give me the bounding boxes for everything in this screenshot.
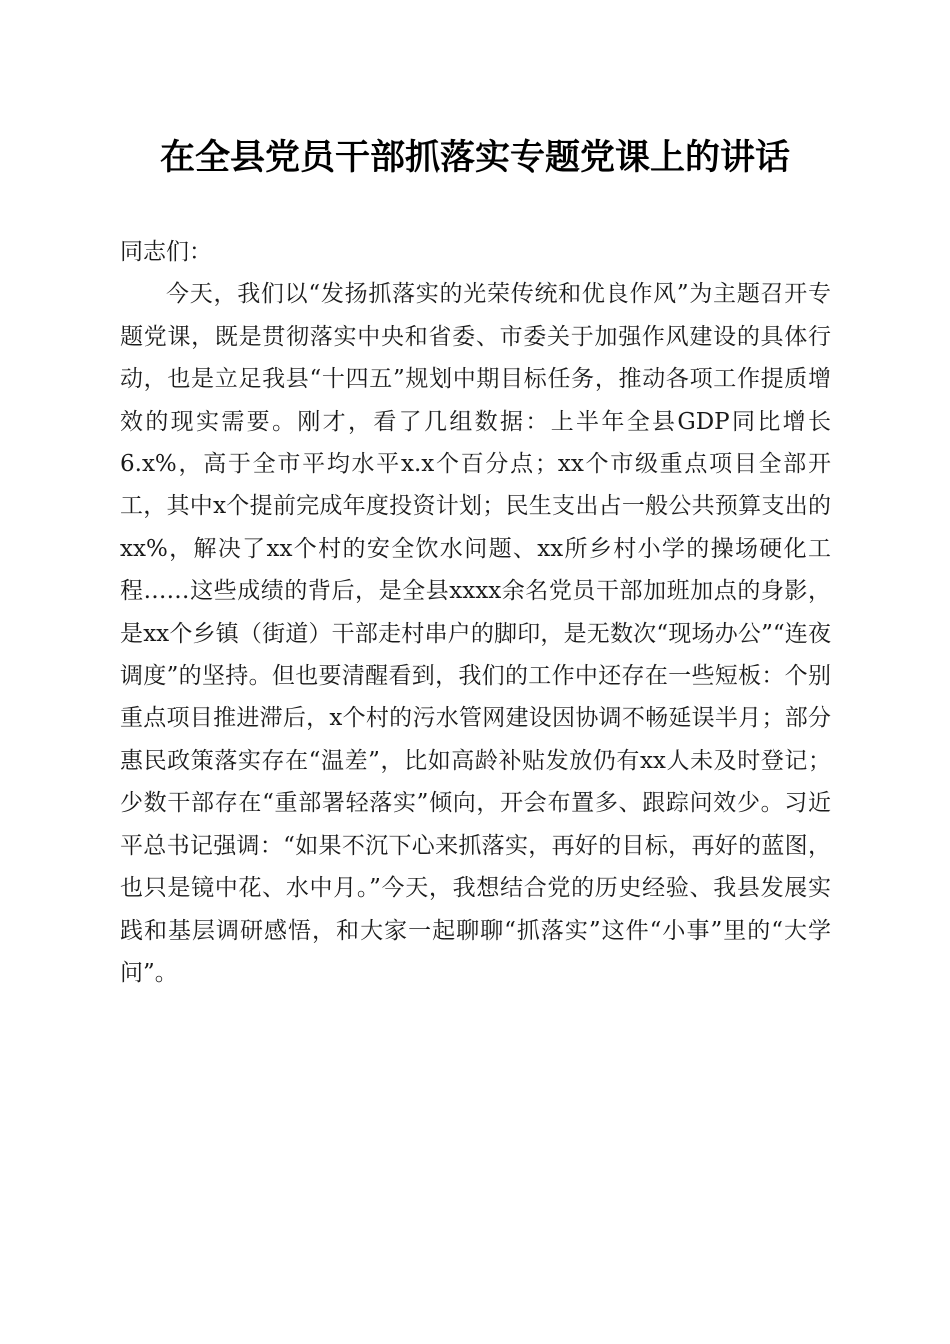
salutation: 同志们： (120, 239, 212, 265)
document-body (120, 231, 831, 994)
body-paragraph: 今天，我们以“发扬抓落实的光荣传统和优良作风”为主题召开专题党课，既是贯彻落实中央和省委、市委关于加强作风建设的具体行动，也是立足我县“十四五”规划中期目标任务，推动各项工作提质增效的现实需要。刚才，看了几组数据：上半年全县GDP同比增长6.x%，高于全市平均水平x.x个百分点；xx个市级重点项目全部开工，其中x个提前完成年度投资计划；民生支出占一般公共预算支出的xx%，解决了xx个村的安全饮水问题、xx所乡村小学的操场硬化工程……这些成绩的背后，是全县xxxx余名党员干部加班加点的身影，是xx个乡镇（街道）干部走村串户的脚印，是无数次“现场办公”“连夜调度”的坚持。但也要清醒看到，我们的工作中还存在一些短板：个别重点项目推进滞后，x个村的污水管网建设因协调不畅延误半月；部分惠民政策落实存在“温差”，比如高龄补贴发放仍有xx人未及时登记；少数干部存在“重部署轻落实”倾向，开会布置多、跟踪问效少。习近平总书记强调：“如果不沉下心来抓落实，再好的目标，再好的蓝图，也只是镜中花、水中月。”今天，我想结合党的历史经验、我县发展实践和基层调研感悟，和大家一起聊聊“抓落实”这件“小事”里的“大学问”。 (120, 281, 831, 986)
document-title: 在全县党员干部抓落实专题党课上的讲话 (159, 137, 790, 178)
